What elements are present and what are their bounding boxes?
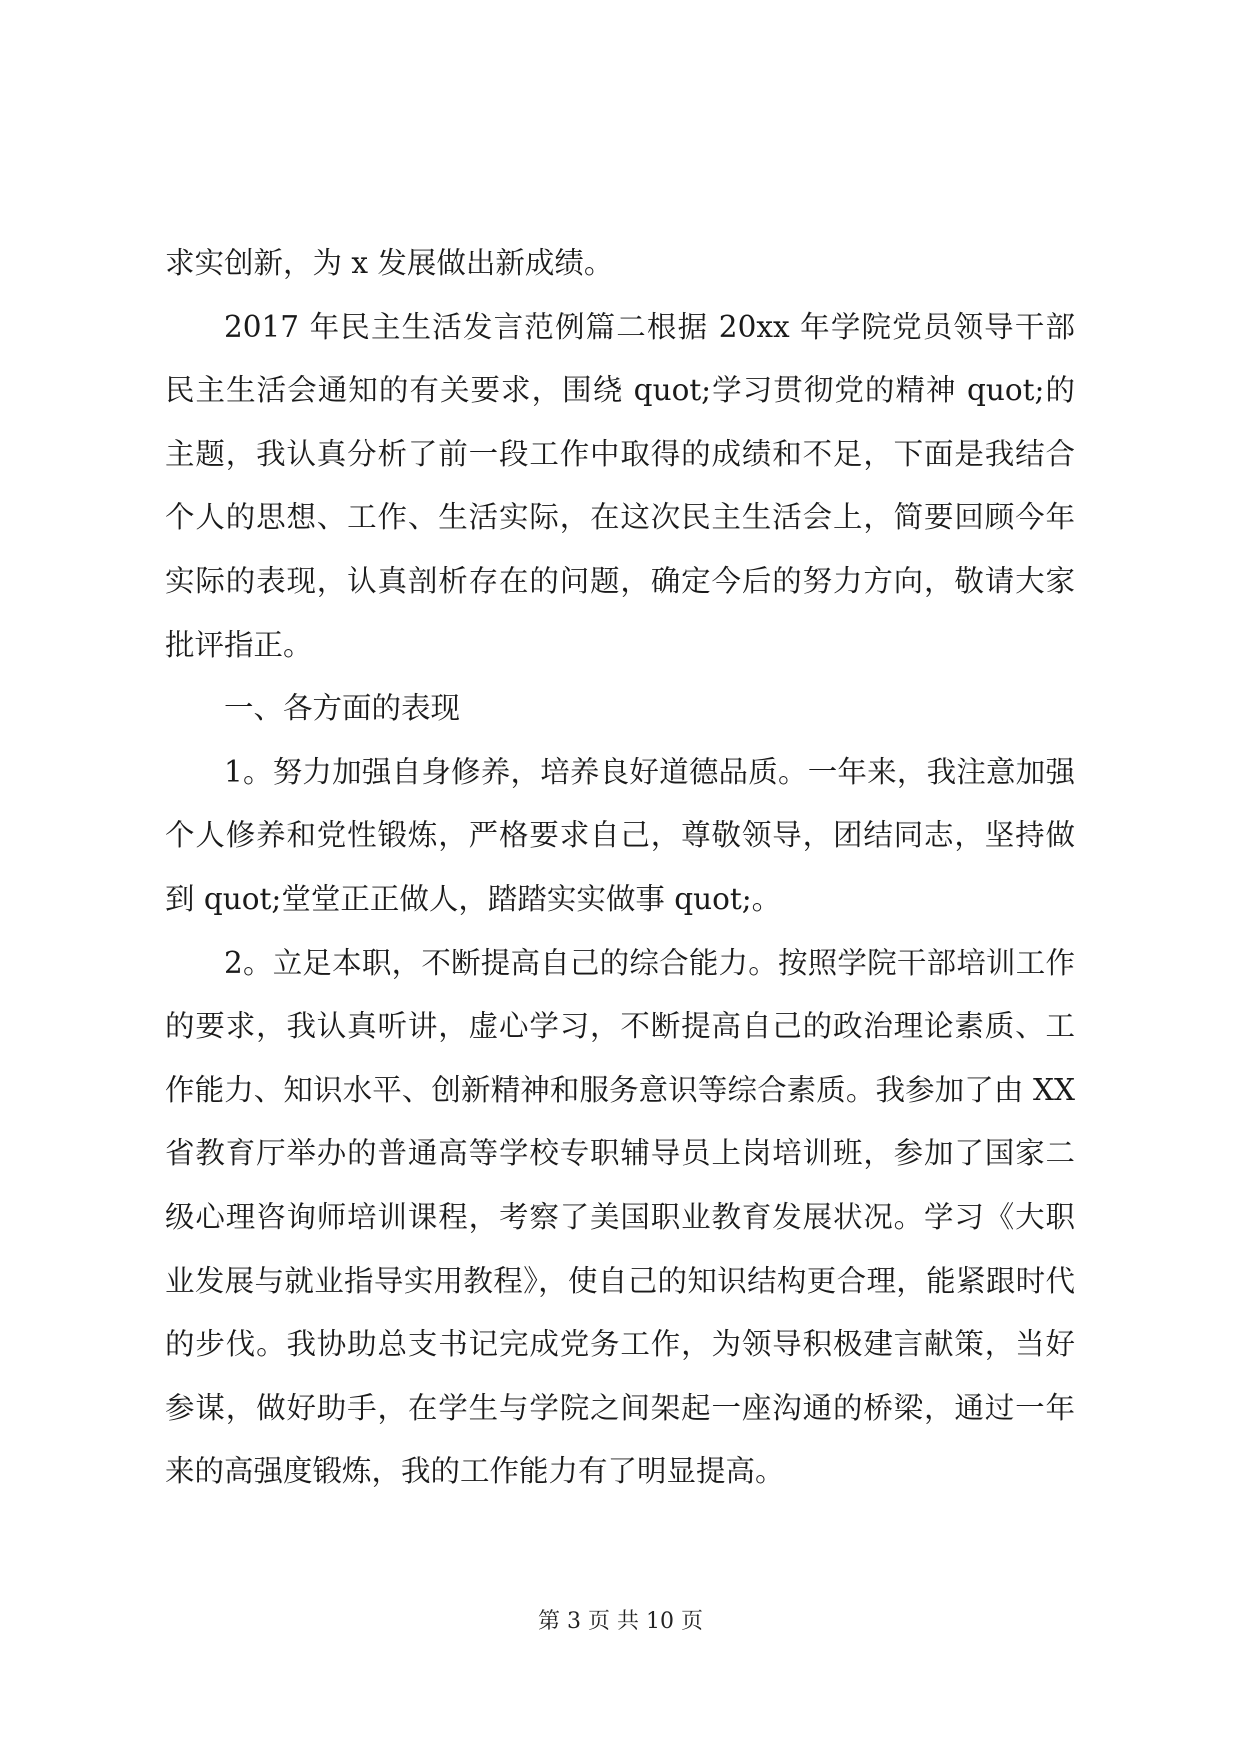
paragraph-4: 2。立足本职，不断提高自己的综合能力。按照学院干部培训工作的要求，我认真听讲，虚心学习，不断提高自己的政治理论素质、工作能力、知识水平、创新精神和服务意识等综合素质。我参加了由 XX 省教育厅举办的普通高等学校专职辅导员上岗培训班，参加了国家二级心理咨询师培训课程，考察了美国职业教育发展状况。学习《大职业发展与就业指导实用教程》，使自己的知识结构更合理，能紧跟时代的步伐。我协助总支书记完成党务工作，为领导积极建言献策，当好参谋，做好助手，在学生与学院之间架起一座沟通的桥梁，通过一年来的高强度锻炼，我的工作能力有了明显提高。 [165, 945, 1075, 1489]
section-heading: 一、各方面的表现 [224, 691, 461, 726]
paragraph-3: 1。努力加强自身修养，培养良好道德品质。一年来，我注意加强个人修养和党性锻炼，严格要求自己，尊敬领导，团结同志，坚持做到 quot;堂堂正正做人，踏踏实实做事 quot;。 [165, 754, 1075, 916]
page-number-footer: 第 3 页 共 10 页 [538, 1609, 703, 1634]
paragraph-2: 2017 年民主生活发言范例篇二根据 20xx 年学院党员领导干部民主生活会通知的有关要求，围绕 quot;学习贯彻党的精神 quot;的主题，我认真分析了前一段工作中取得的成绩和不足，下面是我结合个人的思想、工作、生活实际，在这次民主生活会上，简要回顾今年实际的表现，认真剖析存在的问题，确定今后的努力方向，敬请大家批评指正。 [165, 309, 1075, 662]
paragraph-1: 求实创新，为 x 发展做出新成绩。 [165, 246, 614, 280]
body-text [165, 232, 1075, 1504]
